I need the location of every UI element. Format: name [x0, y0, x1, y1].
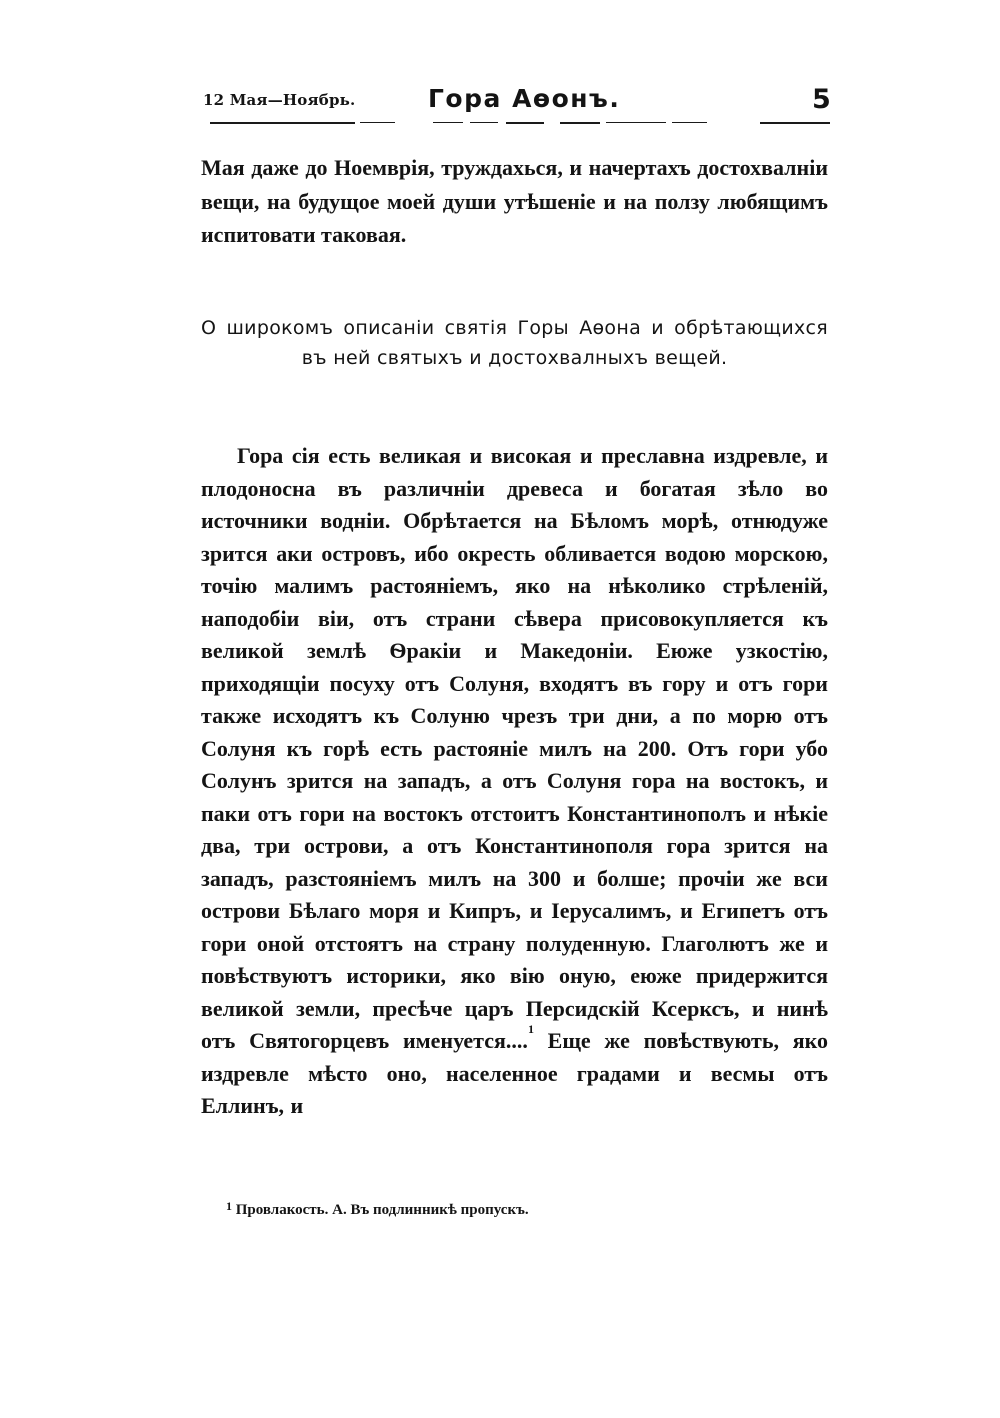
header-rule-right — [760, 122, 830, 124]
header-rule-segment — [560, 122, 600, 124]
footnote-mark: 1 — [226, 1199, 232, 1213]
page-number: 5 — [812, 84, 831, 115]
running-header-title: Гора Аѳонъ. — [428, 84, 621, 113]
running-header-date: 12 Мая—Ноябрь. — [203, 91, 356, 109]
header-rule-segment — [672, 122, 707, 123]
header-rule-segment — [470, 122, 498, 123]
header-rule-segment — [506, 122, 544, 124]
footnote — [226, 1199, 529, 1219]
header-rule-segment — [360, 122, 395, 123]
header-rule-segment — [433, 122, 463, 123]
body-text-part: Еще же повѣствують, яко издревле мѣсто оно, населенное градами и весмы отъ Еллинъ, и — [201, 1028, 828, 1118]
header-rule-segment — [606, 122, 666, 123]
section-heading: О широкомъ описаніи святія Горы Аѳона и обрѣтающихся въ ней святыхъ и достохвалныхъ вещей. — [201, 317, 828, 369]
footnote-reference: 1 — [527, 1022, 534, 1036]
footnote-text: Провлакость. А. Въ подлинникѣ пропускъ. — [235, 1202, 529, 1218]
header-rule-left — [210, 122, 355, 124]
body-paragraph — [201, 440, 828, 1123]
intro-paragraph: Мая даже до Ноемврія, труждахься, и начертахъ достохвалніи вещи, на будущое моей души утѣшеніе и на ползу любящимъ испитовати таковая. — [201, 155, 828, 247]
body-text-part: Гора сія есть великая и високая и преславна издревле, и плодоносна въ различніи древеса и богатая зѣло во источники водніи. Обрѣтается на Бѣломъ морѣ, отнюдуже зрится аки островъ, ибо окресть обливается водою морскою, точію малимъ растояніемъ, яко на нѣколико стрѣленій, наподобіи віи, отъ страни сѣвера присовокупляется къ великой землѣ Ѳракіи и Македоніи. Еюже узкостію, приходящіи посуху отъ Солуня, входятъ въ гору и отъ гори также исходятъ къ Солуню чрезъ три дни, а по морю отъ Солуня къ горѣ есть растояніе милъ на 200. Отъ гори убо Солунъ зрится на западъ, а отъ Солуня гора на востокъ, и паки отъ гори на востокъ отстоитъ Константинополъ и нѣкіе два, три острови, а отъ Константинополя гора зрится на западъ, разстояніемъ милъ на 300 и болше; прочіи же вси острови Бѣлаго моря и Кипръ, и Іерусалимъ, и Египетъ отъ гори оной отстоятъ на страну полуденную. Глаголютъ же и повѣствуютъ историки, яко вію оную, еюже придержится великой земли, пресѣче царъ Персидскій Ксерксъ, и нинѣ отъ Святогорцевъ именуется.... — [201, 443, 828, 1053]
